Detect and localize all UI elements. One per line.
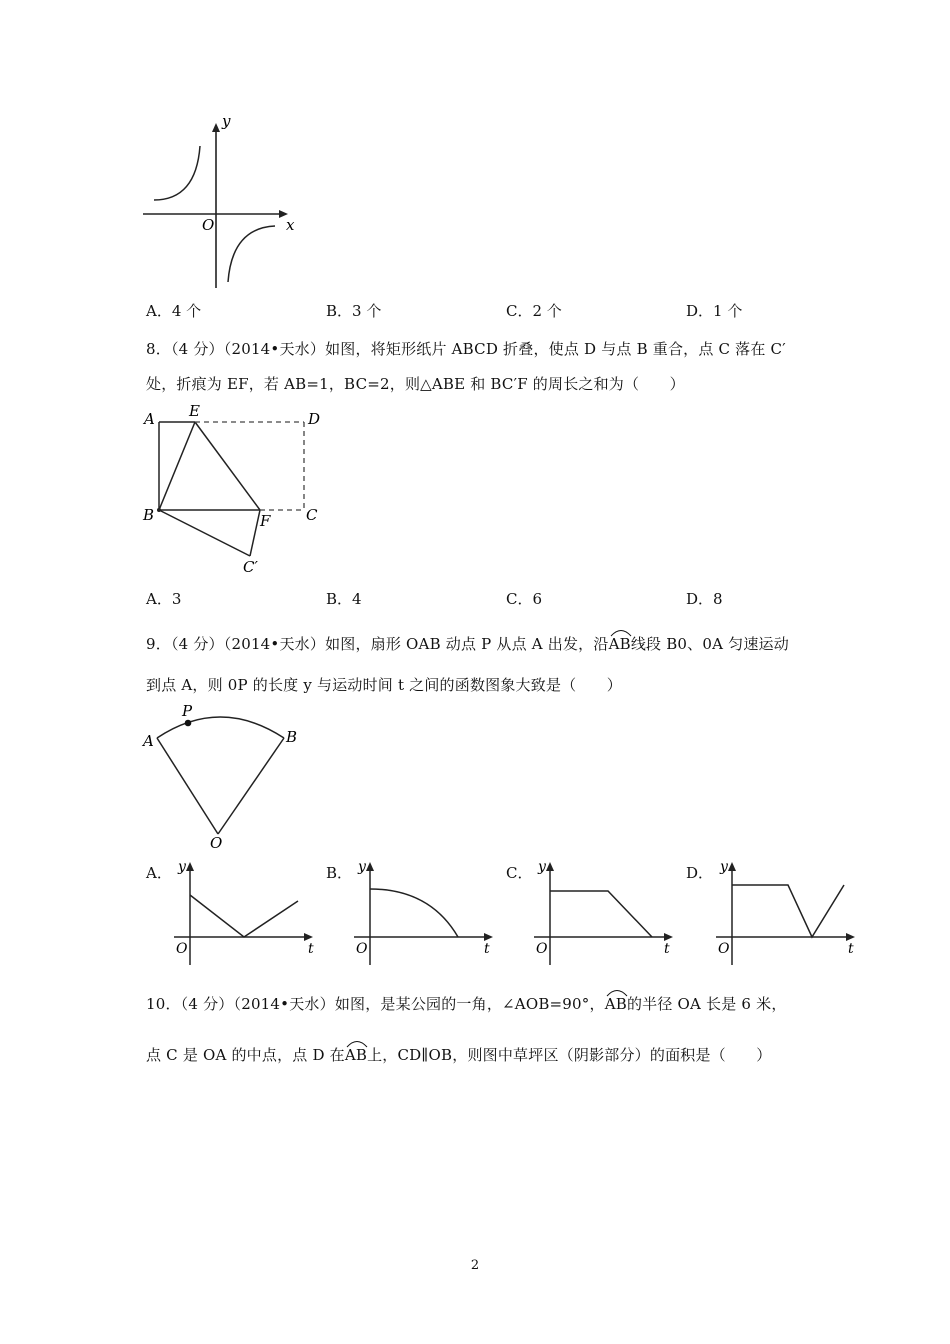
q8-folded-rectangle-figure [140, 400, 340, 580]
arc-symbol-icon [605, 987, 629, 997]
q9-option-d-key: D． [686, 864, 714, 882]
q8-label-a: A [144, 410, 155, 428]
graph-x-arrow [304, 933, 313, 941]
graph-y-label: y [538, 859, 546, 875]
q9-label-b: B [286, 728, 298, 746]
option-key: A． [146, 302, 172, 320]
q7-x-label: x [286, 216, 295, 234]
q9-label-p: P [182, 702, 193, 720]
graph-y-arrow [546, 862, 554, 871]
q8-label-c: C [306, 506, 318, 524]
graph-x-arrow [664, 933, 673, 941]
q7-curve-quadrant-2 [154, 146, 200, 200]
q7-option-c [506, 300, 562, 321]
q8-label-c-prime: C′ [243, 558, 258, 576]
option-key: B． [326, 590, 353, 608]
graph-origin-label: O [718, 941, 730, 957]
q10-question-line-1 [146, 993, 787, 1014]
q8-segment-be [159, 422, 195, 510]
graph-origin-label: O [356, 941, 368, 957]
q10-arc-label: AB [604, 995, 627, 1013]
graph-t-label: t [484, 941, 490, 957]
q8-segment-bc2 [159, 510, 250, 556]
q9-segment-oa [157, 738, 218, 834]
option-text: 3 个 [352, 302, 382, 320]
q8-label-f: F [260, 512, 271, 530]
graph-t-label: t [308, 941, 314, 957]
q9-option-c-graph [530, 855, 685, 970]
q9-arc-label: AB [608, 635, 631, 653]
graph-curve [370, 889, 458, 937]
option-text: 4 个 [171, 302, 202, 320]
arc-symbol-icon [345, 1038, 369, 1048]
q10-arc-ab-2 [345, 1046, 367, 1064]
q10-question-line-2 [146, 1044, 771, 1065]
q10-text-part-2: 的半径 OA 长是 6 米， [626, 995, 787, 1013]
graph-curve [190, 895, 298, 937]
option-text: 2 个 [532, 302, 562, 320]
option-key: C． [506, 590, 533, 608]
option-text: 6 [532, 590, 543, 608]
q8-segment-ef [195, 422, 260, 510]
q10-arc-label-2: AB [344, 1046, 368, 1064]
q7-y-arrow [212, 123, 220, 132]
graph-y-label: y [358, 859, 366, 875]
graph-origin-label: O [176, 941, 188, 957]
q8-label-b: B [143, 506, 155, 524]
option-text: 1 个 [713, 302, 743, 320]
option-key: A． [146, 590, 172, 608]
graph-y-label: y [178, 859, 186, 875]
q7-curve-quadrant-4 [228, 226, 275, 282]
q8-question-line-2: 处，折痕为 EF，若 AB=1，BC=2，则△ABE 和 BC′F 的周长之和为（ ） [146, 375, 685, 393]
q8-option-d [686, 588, 723, 609]
graph-curve [732, 885, 844, 937]
q9-segment-ob [218, 738, 284, 834]
q9-question-line-2: 到点 A，则 0P 的长度 y 与运动时间 t 之间的函数图象大致是（ ） [146, 676, 622, 694]
q9-point-p [185, 720, 192, 727]
q8-label-e: E [189, 402, 200, 420]
graph-curve [550, 891, 652, 937]
q10-arc-ab [605, 995, 627, 1013]
option-key: B． [326, 302, 353, 320]
q9-question-line-1 [146, 633, 789, 654]
q10-text-part-1: 10．（4 分）（2014•天水）如图，是某公园的一角，∠AOB=90°， [146, 995, 605, 1013]
graph-x-arrow [846, 933, 855, 941]
graph-y-arrow [728, 862, 736, 871]
q9-arc-ab [609, 635, 631, 653]
q9-option-a-key: A． [146, 864, 172, 882]
q8-label-d: D [308, 410, 321, 428]
graph-t-label: t [664, 941, 670, 957]
q7-option-b [326, 300, 381, 321]
q10-text-part-4: 上，CD∥OB，则图中草坪区（阴影部分）的面积是（ ） [367, 1046, 772, 1064]
q8-point-b [157, 508, 161, 512]
q9-option-d-graph [712, 855, 867, 970]
option-text: 4 [352, 590, 362, 608]
arc-symbol-icon [609, 627, 633, 637]
q7-hyperbola-graph [140, 112, 300, 292]
graph-t-label: t [848, 941, 854, 957]
q8-segment-fc2 [250, 510, 260, 556]
q9-sector-figure [140, 700, 310, 850]
graph-x-arrow [484, 933, 493, 941]
graph-y-arrow [186, 862, 194, 871]
graph-origin-label: O [536, 941, 548, 957]
graph-y-label: y [720, 859, 728, 875]
option-key: D． [686, 302, 714, 320]
q9-text-part-2: 线段 B0、0A 匀速运动 [630, 635, 789, 653]
q7-option-d [686, 300, 742, 321]
graph-y-arrow [366, 862, 374, 871]
q9-option-a-graph [170, 855, 325, 970]
q8-option-b [326, 588, 362, 609]
q9-option-b-key: B． [326, 864, 353, 882]
option-key: D． [686, 590, 714, 608]
q8-option-a [146, 588, 181, 609]
q9-label-o: O [210, 834, 223, 850]
q8-option-c [506, 588, 542, 609]
q8-question-line-1: 8．（4 分）（2014•天水）如图，将矩形纸片 ABCD 折叠，使点 D 与点 B 重合，点 C 落在 C′ [146, 340, 786, 358]
q9-option-c-key: C． [506, 864, 533, 882]
q7-y-label: y [222, 112, 231, 130]
q9-arc-ab-shape [157, 717, 284, 738]
option-key: C． [506, 302, 533, 320]
q7-option-a [146, 300, 201, 321]
option-text: 8 [713, 590, 723, 608]
q9-label-a: A [143, 732, 154, 750]
option-text: 3 [171, 590, 182, 608]
q10-text-part-3: 点 C 是 OA 的中点，点 D 在 [146, 1046, 345, 1064]
q9-option-b-graph [350, 855, 505, 970]
page-number: 2 [470, 1258, 480, 1273]
q9-text-part-1: 9．（4 分）（2014•天水）如图，扇形 OAB 动点 P 从点 A 出发，沿 [146, 635, 609, 653]
q7-origin-label: O [202, 216, 215, 234]
